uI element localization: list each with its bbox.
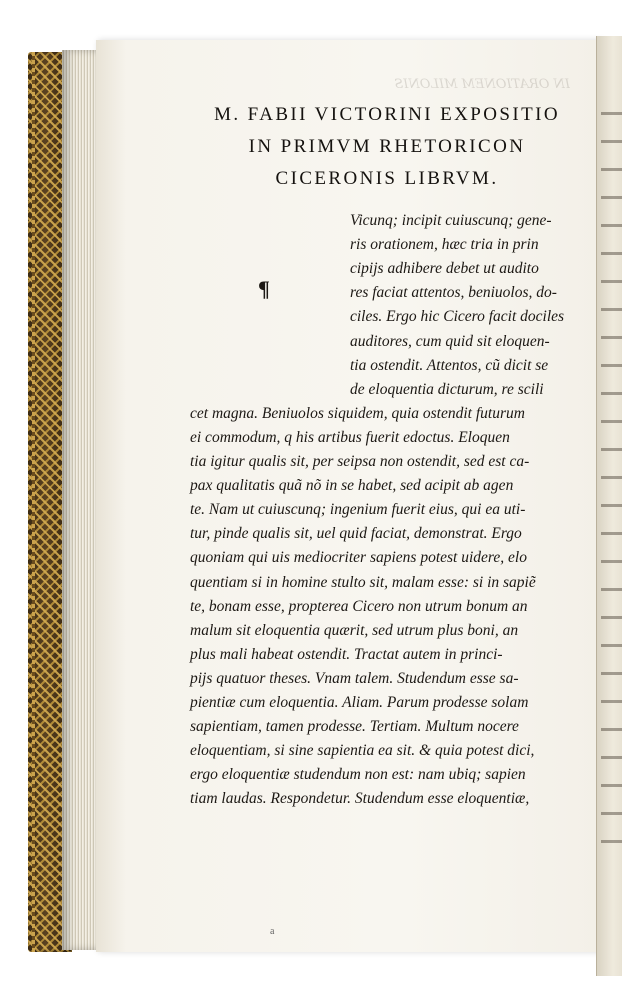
body-line: quentiam si in homine stulto sit, malam esse: si in sapiẽ (190, 573, 536, 591)
body-line: te, bonam esse, propterea Cicero non utrum bonum an (190, 597, 528, 615)
body-line: ris orationem, hæc tria in prin (350, 236, 539, 254)
bleed-through-text: IN ORATIONEM MILONIS (394, 77, 570, 92)
body-line: Vicunq; incipit cuiuscunq; gene- (350, 212, 552, 229)
body-line: pax qualitatis quã nõ in se habet, sed acipit ab agen (190, 477, 514, 495)
body-line: plus mali habeat ostendit. Tractat autem in princi- (190, 645, 503, 663)
right-page-sliver (596, 36, 622, 976)
body-line: tiam laudas. Respondetur. Studendum esse eloquentiæ, (190, 790, 530, 808)
body-line: tur, pinde qualis sit, uel quid faciat, demonstrat. Ergo (190, 525, 522, 543)
body-line: tia igitur qualis sit, per seipsa non ostendit, sed est ca- (190, 453, 530, 470)
body-line: malum sit eloquentia quærit, sed utrum plus boni, an (190, 621, 519, 639)
body-line: auditores, cum quid sit eloquen- (350, 332, 550, 350)
right-page-text-lines (601, 96, 622, 856)
body-line: pientiæ cum eloquentia. Aliam. Parum prodesse solam (190, 694, 529, 711)
body-line: ergo eloquentiæ studendum non est: nam ubiq; sapien (190, 766, 526, 784)
body-line: quoniam qui uis mediocriter sapiens potest uidere, elo (190, 549, 527, 567)
body-line: cipijs adhibere debet ut audito (350, 260, 539, 278)
paragraph-mark: ¶ (258, 276, 270, 301)
body-line: res faciat attentos, beniuolos, do- (350, 284, 557, 302)
body-line: de eloquentia dicturum, re scili (350, 380, 544, 398)
signature-mark: a (270, 926, 275, 937)
title-line-1: M. FABII VICTORINI EXPOSITIO (214, 104, 560, 125)
body-line: cet magna. Beniuolos siquidem, quia ostendit futurum (190, 404, 525, 422)
body-line: sapientiam, tamen prodesse. Tertiam. Multum nocere (190, 718, 519, 736)
body-line: tia ostendit. Attentos, cũ dicit se (350, 356, 549, 374)
body-line: ciles. Ergo hic Cicero facit dociles (350, 308, 565, 326)
title-line-2: IN PRIMVM RHETORICON (248, 136, 526, 157)
body-line: te. Nam ut cuiuscunq; ingenium fuerit eius, qui ea uti- (190, 501, 526, 519)
title-line-3: CICERONIS LIBRVM. (275, 168, 499, 189)
body-line: eloquentiam, si sine sapientia ea sit. & quia potest dici, (190, 742, 535, 760)
body-line: pijs quatuor theses. Vnam talem. Studendum esse sa- (190, 669, 519, 687)
body-line: ei commodum, q his artibus fuerit edoctus. Eloquen (190, 428, 510, 446)
